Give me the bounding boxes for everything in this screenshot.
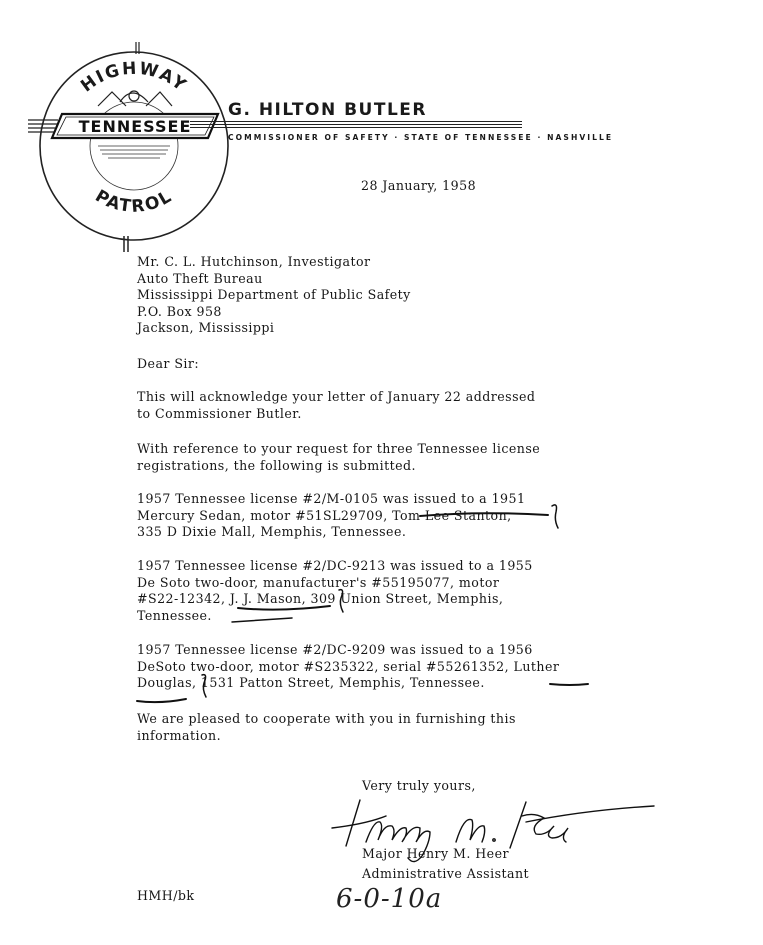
salutation: Dear Sir: xyxy=(137,356,200,371)
paragraph-line: De Soto two-door, manufacturer's #55195077, motor xyxy=(137,574,500,590)
paragraph-request xyxy=(137,441,540,474)
paragraph-line: 1957 Tennessee license #2/DC-9213 was issued to a 1955 xyxy=(137,558,533,573)
paragraph-line: DeSoto two-door, motor #S235322, serial #55261352, Luther xyxy=(137,658,560,674)
letter-date: 28 January, 1958 xyxy=(361,178,477,193)
handwritten-reference: 6-0-10a xyxy=(336,884,443,914)
signatory-title: Administrative Assistant xyxy=(362,866,530,881)
seal-band-text: TENNESSEE xyxy=(78,117,192,136)
svg-text:PATROL xyxy=(92,186,177,217)
signatory-name: Major Henry M. Heer xyxy=(362,846,509,861)
recipient-line: P.O. Box 958 xyxy=(137,303,222,319)
paragraph-line: 1957 Tennessee license #2/M-0105 was issued to a 1951 xyxy=(137,491,526,506)
recipient-line: Mississippi Department of Public Safety xyxy=(137,287,411,302)
paragraph-line: Mercury Sedan, motor #51SL29709, Tom Lee Stanton, xyxy=(137,507,512,523)
paragraph-acknowledgement xyxy=(137,389,535,422)
paragraph-line: registrations, the following is submitted. xyxy=(137,457,416,473)
letterhead-rule xyxy=(190,121,522,122)
paragraph-license-1 xyxy=(137,491,525,541)
recipient-line: Jackson, Mississippi xyxy=(137,320,275,335)
paragraph-line: #S22-12342, J. J. Mason, 309 Union Street, Memphis, xyxy=(137,591,504,606)
letterhead-name: G. HILTON BUTLER xyxy=(228,100,427,120)
letterhead-title: COMMISSIONER OF SAFETY · STATE OF TENNESSEE · NASHVILLE xyxy=(228,133,614,142)
letterhead-rule xyxy=(190,127,522,128)
paragraph-line: 335 D Dixie Mall, Memphis, Tennessee. xyxy=(137,524,407,539)
paragraph-line: With reference to your request for three Tennessee license xyxy=(137,441,541,456)
recipient-line: Auto Theft Bureau xyxy=(137,270,263,286)
paragraph-line: We are pleased to cooperate with you in furnishing this xyxy=(137,711,516,726)
paragraph-license-2 xyxy=(137,558,533,624)
paragraph-line: to Commissioner Butler. xyxy=(137,405,302,421)
letterhead-rule xyxy=(190,124,522,125)
paragraph-license-3 xyxy=(137,642,559,692)
seal-bottom-text: PATROL xyxy=(91,186,177,217)
typist-initials: HMH/bk xyxy=(137,888,195,903)
paragraph-line: Douglas, 1531 Patton Street, Memphis, Tennessee. xyxy=(137,675,485,690)
paragraph-line: information. xyxy=(137,727,222,743)
paragraph-line: 1957 Tennessee license #2/DC-9209 was issued to a 1956 xyxy=(137,642,533,657)
paragraph-line: Tennessee. xyxy=(137,607,212,623)
paragraph-line: This will acknowledge your letter of January 22 addressed xyxy=(137,389,536,404)
recipient-address xyxy=(137,254,411,337)
complimentary-close: Very truly yours, xyxy=(362,778,476,793)
recipient-line: Mr. C. L. Hutchinson, Investigator xyxy=(137,254,371,269)
paragraph-closing xyxy=(137,711,516,744)
highway-patrol-seal xyxy=(28,40,240,252)
seal-top-text: HIGHWAY xyxy=(77,58,191,97)
